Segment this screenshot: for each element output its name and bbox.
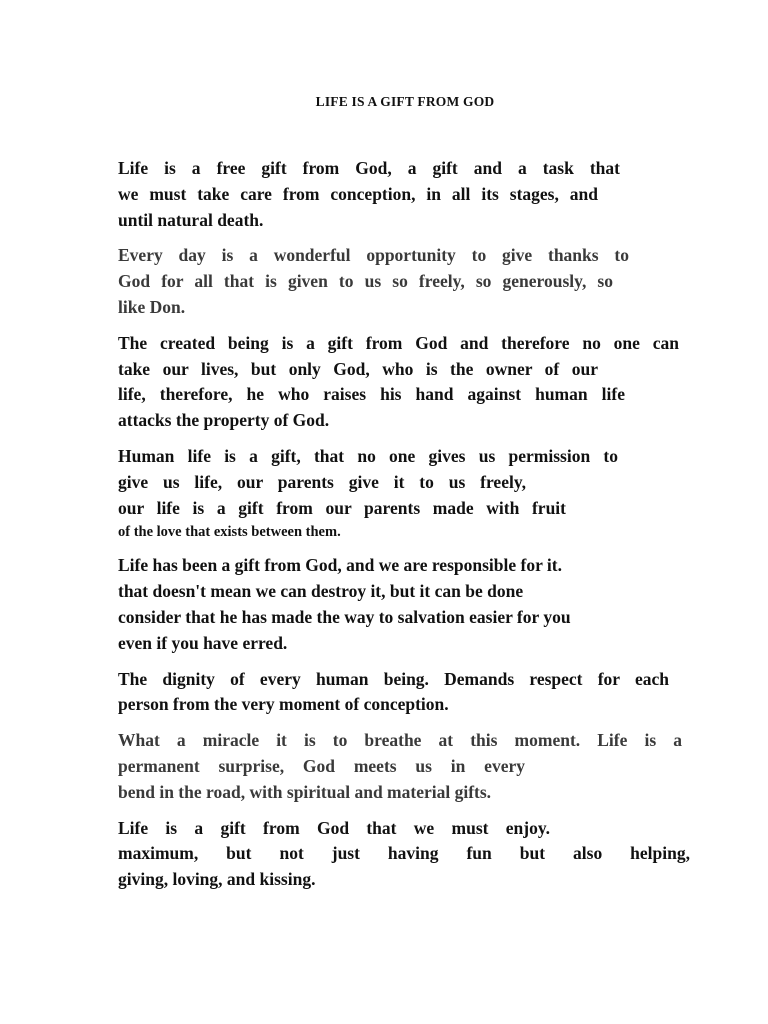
paragraph-line: Life is a free gift from God, a gift and a task that	[118, 158, 620, 178]
paragraph-line: The created being is a gift from God and therefore no one can	[118, 332, 679, 353]
paragraph-line: giving, loving, and kissing.	[118, 869, 316, 890]
paragraph-line: of the love that exists between them.	[118, 524, 341, 541]
paragraph-line: Life has been a gift from God, and we are responsible for it.	[118, 555, 562, 576]
paragraph-line: attacks the property of God.	[118, 410, 330, 431]
paragraph-2	[118, 243, 693, 320]
paragraph-line: permanent surprise, God meets us in every	[118, 755, 525, 776]
paragraph-line: like Don.	[118, 296, 186, 317]
paragraph-line: our life is a gift from our parents made with fruit	[118, 497, 566, 518]
paragraph-line: person from the very moment of conception.	[118, 694, 449, 715]
paragraph-line: until natural death.	[118, 209, 264, 230]
paragraph-6	[118, 667, 693, 719]
paragraph-line: Every day is a wonderful opportunity to give thanks to	[118, 245, 629, 266]
paragraph-line: consider that he has made the way to salvation easier for you	[118, 606, 571, 627]
paragraph-line: maximum, but not just having fun but also helping,	[118, 843, 690, 864]
paragraph-line: The dignity of every human being. Demands respect for each	[118, 668, 669, 689]
paragraph-line: take our lives, but only God, who is the owner of our	[118, 358, 598, 379]
paragraph-8	[118, 816, 693, 893]
paragraph-4	[118, 444, 693, 543]
paragraph-line: even if you have erred.	[118, 632, 288, 653]
paragraph-1	[118, 156, 693, 233]
paragraph-line: we must take care from conception, in all its stages, and	[118, 183, 598, 204]
paragraph-line: Human life is a gift, that no one gives us permission to	[118, 445, 618, 466]
document-body	[118, 156, 693, 903]
paragraph-7	[118, 728, 693, 805]
document-title: LIFE IS A GIFT FROM GOD	[315, 94, 495, 109]
paragraph-line: bend in the road, with spiritual and material gifts.	[118, 781, 492, 802]
paragraph-line: Life is a gift from God that we must enjoy.	[118, 817, 550, 838]
paragraph-5	[118, 553, 693, 656]
paragraph-line: What a miracle it is to breathe at this moment. Life is a	[118, 730, 682, 751]
paragraph-line: God for all that is given to us so freely, so generously, so	[118, 271, 613, 292]
paragraph-line: life, therefore, he who raises his hand against human life	[118, 384, 625, 405]
paragraph-line: that doesn't mean we can destroy it, but it can be done	[118, 581, 524, 602]
paragraph-3	[118, 331, 693, 434]
paragraph-line: give us life, our parents give it to us freely,	[118, 471, 526, 492]
